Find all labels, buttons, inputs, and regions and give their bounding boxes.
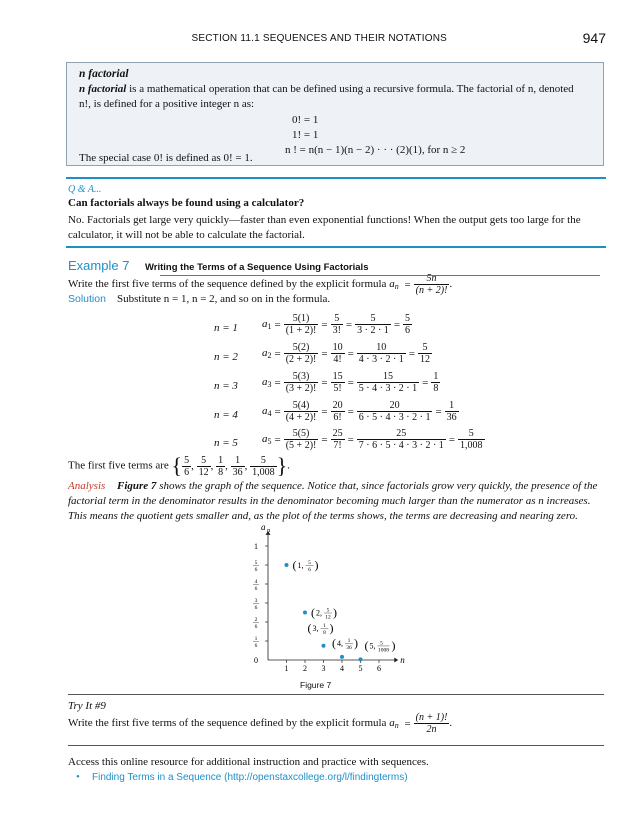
example-formula-lhs: a [389, 278, 395, 291]
analysis-line-1 [117, 480, 597, 492]
x-tick-label: 6 [377, 664, 381, 673]
analysis-line-3: This means the quotient gets smaller and, as the plot of the terms shows, the terms are decreasing and nearing zero. [68, 510, 578, 522]
row-term-symbol: a [262, 433, 268, 446]
row-n-label: n = 2 [214, 351, 238, 363]
example-title: Writing the Terms of a Sequence Using Factorials [145, 262, 369, 273]
point-label-x: 1, [297, 561, 304, 571]
row-n-label: n = 4 [214, 409, 238, 421]
row-n-label: n = 3 [214, 380, 238, 392]
try-it-prompt-line: Write the first five terms of the sequence defined by the explicit formula $a_n$ = $\frac{(n + 1)!}{2n}$ . [68, 712, 453, 735]
row-expression: $a_1$ = $\frac{5(1)}{(1 + 2)!}$ = $\frac{5}{3!}$ = $\frac{5}{3 \cdot 2 \cdot 1}$ = $\frac{5}{6}$ [262, 313, 411, 336]
definition-title: n factorial [79, 68, 129, 80]
point-label-x: 5, [369, 641, 376, 651]
definition-eq-3: n ! = n(n − 1)(n − 2) · · · (2)(1), for n ≥ 2 [285, 144, 466, 156]
definition-line-1 [79, 83, 574, 95]
first-five-line: The first five terms are { $\frac{5}{6}$ , $\frac{5}{12}$ , $\frac{1}{8}$ , $\frac{1}{36}$ , $\frac{5}{1,008}$ }. [68, 453, 290, 478]
row-fraction-3: $\frac{20}{6 \cdot 5 \cdot 4 \cdot 3 \cdot 2 \cdot 1}$ [358, 400, 431, 423]
qa-label: Q & A... [68, 184, 102, 195]
row-fraction-3: $\frac{5}{3 \cdot 2 \cdot 1}$ [357, 313, 389, 336]
definition-box [66, 62, 604, 166]
row-expression: $a_4$ = $\frac{5(4)}{(4 + 2)!}$ = $\frac{20}{6!}$ = $\frac{20}{6 \cdot 5 \cdot 4 \cdot 3 \cdot 2 \cdot 1}$ = $\frac{1}{36}$ [262, 400, 457, 423]
first-five-term: $\frac{5}{1,008}$ [252, 454, 275, 478]
example-prompt-line: Write the first five terms of the sequence defined by the explicit formula $a_n$ = $\frac{5n}{(n + 2)!}$ . [68, 273, 453, 296]
qa-top-rule [66, 177, 606, 179]
row-term-symbol: a [262, 347, 268, 360]
analysis-line-2: factorial term in the denominator results in the denominator becoming much larger than the numerator as n increases. [68, 495, 591, 507]
point-label-open-paren: ( [364, 638, 369, 653]
y-tick-label: 1 [254, 542, 258, 551]
point-label-open-paren: ( [311, 605, 315, 620]
qa-question: Can factorials always be found using a calculator? [68, 197, 305, 209]
section-title: SECTION 11.1 SEQUENCES AND THEIR NOTATIONS [191, 33, 447, 44]
row-term-symbol: a [262, 318, 268, 331]
y-tick-label-num: 3 [254, 598, 258, 604]
example-formula-sub: n [394, 282, 399, 292]
origin-label: 0 [254, 656, 258, 665]
data-point [303, 610, 307, 614]
row-expression: $a_2$ = $\frac{5(2)}{(2 + 2)!}$ = $\frac{10}{4!}$ = $\frac{10}{4 \cdot 3 \cdot 2 \cdot 1}$ = $\frac{5}{12}$ [262, 342, 431, 365]
example-formula-num: 5n [414, 273, 450, 285]
row-term-sub: 5 [267, 437, 272, 447]
point-label-y-num: 1 [323, 622, 326, 629]
row-term-symbol: a [262, 405, 268, 418]
row-term-sub: 2 [267, 351, 272, 361]
row-fraction-1: $\frac{5(3)}{(3 + 2)!}$ [285, 371, 317, 394]
example-formula-den: (n + 2)! [415, 285, 448, 296]
y-tick-label-den: 6 [254, 642, 258, 649]
x-tick-label: 3 [321, 664, 326, 673]
x-tick-label: 2 [303, 664, 307, 673]
y-axis-label: a [261, 521, 266, 532]
row-fraction-1: $\frac{5(5)}{(5 + 2)!}$ [285, 428, 317, 451]
point-label-y-den: 1008 [378, 647, 389, 654]
point-label-x: 4, [337, 638, 343, 648]
try-it-formula-lhs: a [389, 717, 395, 730]
point-label-close-paren: ) [314, 558, 319, 573]
row-fraction-3: $\frac{15}{5 \cdot 4 \cdot 3 \cdot 2 \cdot 1}$ [358, 371, 418, 394]
point-label-close-paren: ) [333, 605, 337, 620]
row-fraction-2: $\frac{20}{6!}$ [332, 400, 343, 423]
y-tick-label-num: 5 [254, 560, 258, 567]
point-label-x: 2, [316, 608, 322, 618]
definition-special-case: The special case 0! is defined as 0! = 1. [79, 152, 253, 164]
qa-bottom-rule [66, 246, 606, 248]
data-point [285, 563, 289, 567]
y-tick-label-num: 1 [254, 635, 258, 642]
x-axis-arrow [394, 658, 398, 663]
try-it-label: Try It #9 [68, 700, 106, 712]
row-fraction-3: $\frac{25}{7 \cdot 6 \cdot 5 \cdot 4 \cdot 3 \cdot 2 \cdot 1}$ [358, 428, 444, 451]
row-term-sub: 1 [267, 322, 272, 332]
row-fraction-4: $\frac{5}{1,008}$ [460, 428, 483, 451]
point-label-y-num: 5 [380, 640, 383, 647]
analysis-text-1: shows the graph of the sequence. Notice that, since factorials grow very quickly, the presence of the [156, 480, 598, 492]
point-label-open-paren: ( [292, 558, 297, 573]
row-fraction-2: $\frac{25}{7!}$ [332, 428, 343, 451]
analysis-figure-ref: Figure 7 [117, 480, 157, 492]
try-it-top-rule [68, 694, 604, 695]
y-tick-label-den: 6 [254, 605, 258, 611]
first-five-lead: The first five terms are [68, 459, 169, 472]
qa-answer-line-1: No. Factorials get large very quickly—faster than even exponential functions! When the output gets too large for the [68, 214, 581, 226]
data-point [359, 657, 363, 661]
row-fraction-3: $\frac{10}{4 \cdot 3 \cdot 2 \cdot 1}$ [358, 342, 404, 365]
first-five-term: $\frac{5}{12}$ [198, 454, 209, 478]
solution-text: Substitute n = 1, n = 2, and so on in the formula. [117, 293, 331, 305]
resource-link[interactable]: Finding Terms in a Sequence (http://openstaxcollege.org/l/findingterms) [92, 772, 408, 783]
page-header [0, 30, 630, 50]
point-label-y-num: 5 [326, 607, 330, 614]
try-it-formula-den: 2n [426, 724, 437, 735]
point-label-open-paren: ( [307, 620, 312, 635]
try-it-prompt: Write the first five terms of the sequence defined by the explicit formula [68, 717, 387, 730]
row-n-label: n = 1 [214, 322, 238, 334]
try-it-formula-sub: n [394, 721, 399, 731]
row-fraction-1: $\frac{5(2)}{(2 + 2)!}$ [285, 342, 317, 365]
point-label-y-num: 1 [347, 637, 351, 644]
row-n-label: n = 5 [214, 437, 238, 449]
try-it-bottom-rule [68, 745, 604, 746]
point-label-open-paren: ( [332, 635, 336, 650]
point-label-y-den: 12 [325, 614, 331, 621]
point-label-y-den: 36 [346, 644, 352, 651]
y-tick-label-den: 6 [254, 585, 258, 592]
x-tick-label: 5 [358, 664, 363, 673]
row-fraction-4: $\frac{1}{36}$ [446, 400, 457, 423]
y-tick-label-den: 6 [254, 567, 258, 574]
definition-line-2: n!, is defined for a positive integer n as: [79, 98, 255, 110]
first-five-terms: $\frac{5}{6}$ , $\frac{5}{12}$ , $\frac{1}{8}$ , $\frac{1}{36}$ , $\frac{5}{1,008}$ [184, 454, 275, 478]
resources-intro: Access this online resource for additional instruction and practice with sequences. [68, 756, 429, 768]
point-label-y-den: 6 [308, 567, 311, 574]
row-fraction-4: $\frac{1}{8}$ [433, 371, 439, 394]
row-fraction-1: $\frac{5(1)}{(1 + 2)!}$ [285, 313, 317, 336]
try-it-formula-num: (n + 1)! [415, 712, 448, 723]
row-fraction-1: $\frac{5(4)}{(4 + 2)!}$ [285, 400, 317, 423]
example-label: Example 7 [68, 258, 130, 273]
point-label-y-num: 5 [308, 560, 311, 567]
row-fraction-2: $\frac{15}{5!}$ [332, 371, 343, 394]
data-point [340, 655, 344, 659]
resource-bullet: • [76, 771, 80, 783]
y-tick-label-num: 2 [254, 617, 258, 624]
x-tick-label: 1 [284, 664, 289, 673]
row-term-sub: 3 [267, 380, 272, 390]
example-formula-fraction [414, 273, 450, 296]
row-term-sub: 4 [267, 409, 272, 419]
analysis-label: Analysis [68, 480, 106, 492]
point-label-close-paren: ) [391, 638, 396, 653]
row-fraction-2: $\frac{5}{3!}$ [332, 313, 341, 336]
first-five-term: $\frac{1}{8}$ [218, 454, 224, 478]
first-five-term: $\frac{5}{6}$ [184, 454, 190, 478]
definition-eq-2: 1! = 1 [292, 129, 319, 141]
figure-7-chart [230, 521, 405, 678]
row-fraction-4: $\frac{5}{6}$ [405, 313, 411, 336]
y-axis-label-sub: n [267, 526, 271, 534]
definition-eq-1: 0! = 1 [292, 114, 319, 126]
point-label-close-paren: ) [329, 620, 334, 635]
row-term-symbol: a [262, 376, 268, 389]
y-tick-label-den: 6 [254, 624, 258, 631]
row-expression: $a_3$ = $\frac{5(3)}{(3 + 2)!}$ = $\frac{15}{5!}$ = $\frac{15}{5 \cdot 4 \cdot 3 \cdot 2 \cdot 1}$ = $\frac{1}{8}$ [262, 371, 439, 394]
point-label-x: 3, [312, 623, 319, 633]
x-axis-label: n [400, 655, 405, 665]
definition-lead-term: n factorial [79, 83, 127, 95]
page-number: 947 [582, 30, 606, 46]
first-five-term: $\frac{1}{36}$ [232, 454, 243, 478]
data-point [322, 644, 326, 648]
row-fraction-2: $\frac{10}{4!}$ [332, 342, 343, 365]
x-tick-label: 4 [340, 664, 344, 673]
point-label-y-den: 8 [323, 629, 326, 636]
solution-label: Solution [68, 293, 106, 305]
row-fraction-4: $\frac{5}{12}$ [420, 342, 431, 365]
row-expression: $a_5$ = $\frac{5(5)}{(5 + 2)!}$ = $\frac{25}{7!}$ = $\frac{25}{7 \cdot 6 \cdot 5 \cdot 4 \cdot 3 \cdot 2 \cdot 1}$ = $\frac{5}{1,008}$ [262, 428, 483, 451]
point-label-close-paren: ) [354, 635, 358, 650]
figure-caption: Figure 7 [300, 680, 332, 690]
qa-answer-line-2: calculator, it will not be able to calculate the factorial. [68, 229, 305, 241]
y-tick-label-num: 4 [254, 578, 258, 585]
try-it-formula-fraction [414, 712, 450, 735]
definition-body-1: is a mathematical operation that can be defined using a recursive formula. The factorial of n, denoted [126, 83, 574, 95]
example-prompt: Write the first five terms of the sequence defined by the explicit formula [68, 278, 387, 291]
